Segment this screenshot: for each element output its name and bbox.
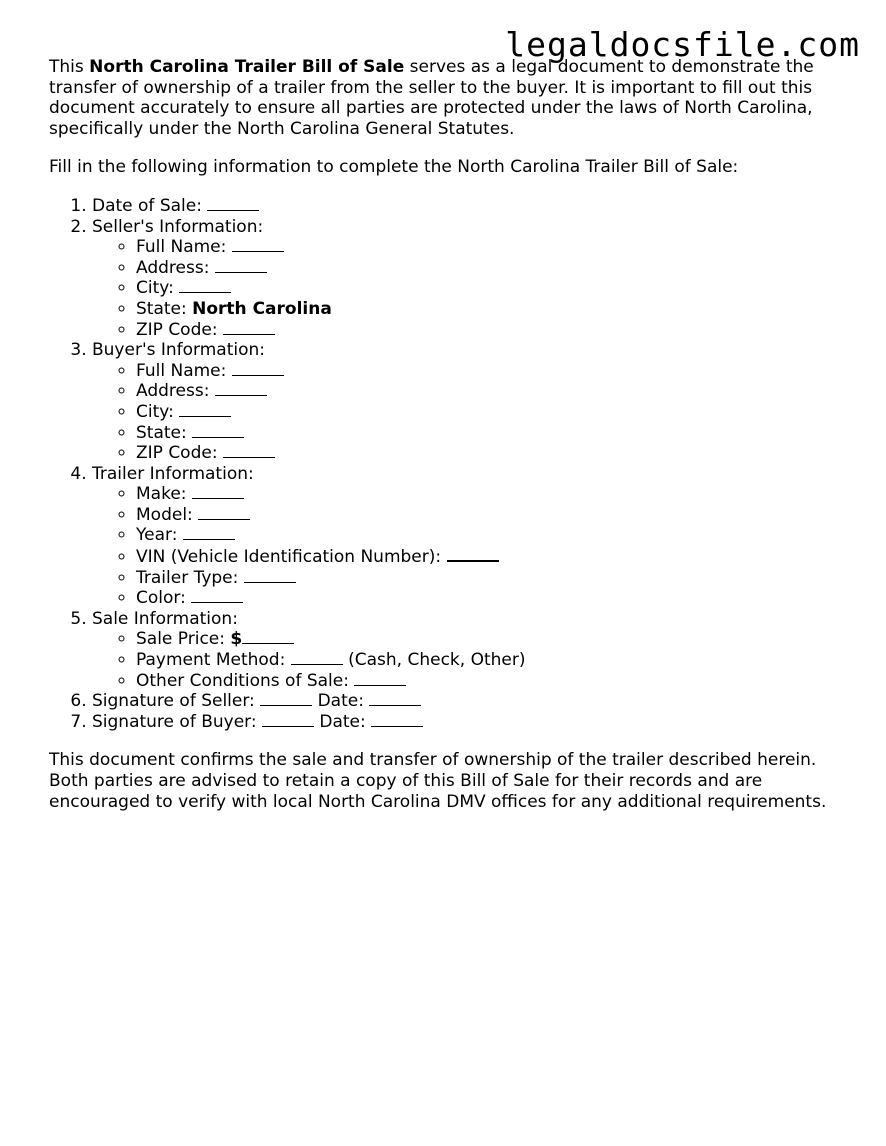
- seller-state-item: [136, 299, 849, 320]
- trailer-year-item: [136, 525, 849, 546]
- dollar-sign: $: [230, 629, 243, 650]
- seller-address-blank[interactable]: [215, 258, 267, 273]
- trailer-type-label: Trailer Type:: [136, 567, 244, 588]
- watermark-logo: legaldocsfile.com: [505, 25, 860, 64]
- instruction-paragraph: Fill in the following information to complete the North Carolina Trailer Bill of Sale:: [49, 157, 739, 178]
- seller-signature-blank[interactable]: [260, 691, 312, 706]
- list-item-trailer-info: [92, 464, 849, 609]
- trailer-vin-blank[interactable]: [447, 546, 499, 562]
- seller-full-name-blank[interactable]: [232, 237, 284, 252]
- buyer-info-heading: Buyer's Information:: [92, 340, 266, 361]
- seller-info-heading: Seller's Information:: [92, 216, 264, 237]
- form-fields-list: [49, 196, 849, 732]
- seller-state-label: State:: [136, 298, 193, 319]
- list-item-buyer-signature: [92, 712, 849, 733]
- list-item-seller-info: [92, 217, 849, 341]
- buyer-address-label: Address:: [136, 381, 215, 402]
- seller-city-blank[interactable]: [179, 278, 231, 293]
- seller-address-label: Address:: [136, 257, 215, 278]
- buyer-city-blank[interactable]: [179, 402, 231, 417]
- buyer-zip-item: [136, 443, 849, 464]
- buyer-full-name-blank[interactable]: [232, 361, 284, 376]
- payment-method-blank[interactable]: [291, 650, 343, 665]
- sale-info-list: [92, 629, 849, 691]
- intro-text-rest: serves as a legal document to demonstrate the transfer of ownership of a trailer from the seller to the buyer. It is important to fill out this document accurately to ensure all parties are protected under the laws of North Carolina, specifically under the North Carolina General Statutes.: [49, 57, 814, 139]
- sale-price-item: [136, 629, 849, 650]
- date-of-sale-label: Date of Sale:: [92, 195, 208, 216]
- trailer-make-item: [136, 484, 849, 505]
- trailer-info-list: [92, 484, 849, 609]
- seller-full-name-label: Full Name:: [136, 237, 232, 258]
- seller-date-label: Date:: [312, 691, 370, 712]
- buyer-address-item: [136, 381, 849, 402]
- sale-price-blank[interactable]: [242, 629, 294, 644]
- seller-city-item: [136, 278, 849, 299]
- buyer-date-blank[interactable]: [371, 712, 423, 727]
- trailer-model-item: [136, 505, 849, 526]
- payment-method-label: Payment Method:: [136, 650, 291, 671]
- payment-method-options: (Cash, Check, Other): [342, 650, 526, 671]
- trailer-year-label: Year:: [136, 525, 183, 546]
- payment-method-item: [136, 650, 849, 671]
- document-title-bold: North Carolina Trailer Bill of Sale: [89, 57, 405, 77]
- other-conditions-label: Other Conditions of Sale:: [136, 670, 355, 691]
- seller-signature-label: Signature of Seller:: [92, 691, 261, 712]
- seller-address-item: [136, 258, 849, 279]
- buyer-zip-label: ZIP Code:: [136, 443, 223, 464]
- buyer-full-name-item: [136, 361, 849, 382]
- buyer-signature-label: Signature of Buyer:: [92, 711, 262, 732]
- buyer-state-blank[interactable]: [192, 423, 244, 438]
- trailer-vin-label: VIN (Vehicle Identification Number):: [136, 547, 447, 568]
- trailer-type-item: [136, 568, 849, 589]
- seller-date-blank[interactable]: [369, 691, 421, 706]
- trailer-type-blank[interactable]: [244, 568, 296, 583]
- trailer-color-label: Color:: [136, 588, 192, 609]
- buyer-state-label: State:: [136, 422, 193, 443]
- buyer-address-blank[interactable]: [215, 381, 267, 396]
- list-item-buyer-info: [92, 340, 849, 464]
- buyer-zip-blank[interactable]: [223, 443, 275, 458]
- seller-info-list: [92, 237, 849, 340]
- buyer-signature-blank[interactable]: [262, 712, 314, 727]
- seller-state-value: North Carolina: [192, 298, 332, 319]
- list-item-seller-signature: [92, 691, 849, 712]
- seller-zip-label: ZIP Code:: [136, 319, 223, 340]
- list-item-sale-info: [92, 609, 849, 691]
- list-item-date-of-sale: [92, 196, 849, 217]
- trailer-color-item: [136, 588, 849, 609]
- trailer-year-blank[interactable]: [183, 525, 235, 540]
- trailer-model-blank[interactable]: [198, 505, 250, 520]
- buyer-full-name-label: Full Name:: [136, 360, 232, 381]
- other-conditions-blank[interactable]: [354, 671, 406, 686]
- sale-info-heading: Sale Information:: [92, 608, 238, 629]
- seller-zip-blank[interactable]: [223, 320, 275, 335]
- buyer-info-list: [92, 361, 849, 464]
- buyer-date-label: Date:: [313, 711, 372, 732]
- trailer-model-label: Model:: [136, 504, 199, 525]
- seller-city-label: City:: [136, 278, 180, 299]
- closing-paragraph: This document confirms the sale and transfer of ownership of the trailer described herein. Both parties are advised to retain a copy of this Bill of Sale for their records and are encouraged to verify with local North Carolina DMV offices for any additional requirements.: [49, 750, 827, 812]
- date-of-sale-blank[interactable]: [207, 196, 259, 211]
- trailer-color-blank[interactable]: [191, 588, 243, 603]
- sale-price-label: Sale Price:: [136, 629, 231, 650]
- intro-paragraph: [49, 57, 849, 139]
- buyer-city-item: [136, 402, 849, 423]
- buyer-city-label: City:: [136, 401, 180, 422]
- intro-text-start: This: [49, 57, 90, 77]
- trailer-make-blank[interactable]: [192, 484, 244, 499]
- seller-zip-item: [136, 320, 849, 341]
- document-body: [49, 57, 849, 812]
- trailer-make-label: Make:: [136, 484, 192, 505]
- buyer-state-item: [136, 423, 849, 444]
- seller-full-name-item: [136, 237, 849, 258]
- other-conditions-item: [136, 671, 849, 692]
- trailer-vin-item: [136, 546, 849, 568]
- trailer-info-heading: Trailer Information:: [92, 463, 254, 484]
